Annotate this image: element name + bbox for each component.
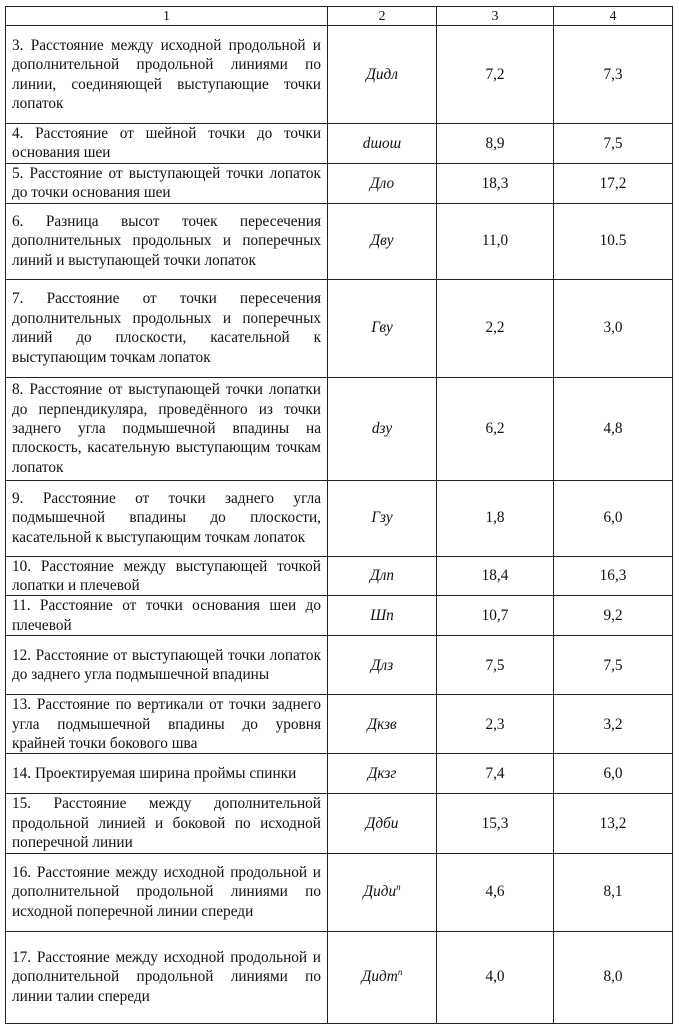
measurement-description: 15. Расстояние между дополнительной продольной линией и боковой по исходной поперечной линии	[6, 794, 328, 853]
value-col-4: 6,0	[554, 480, 673, 556]
value-col-4: 10.5	[554, 203, 673, 279]
measurement-symbol-cell	[328, 754, 437, 794]
measurement-symbol: Дидл	[366, 66, 398, 83]
measurement-symbol-cell	[328, 203, 437, 279]
value-col-3: 7,5	[437, 636, 554, 695]
table-row	[6, 203, 673, 279]
measurement-symbol: Дло	[370, 175, 394, 192]
value-col-4: 9,2	[554, 596, 673, 636]
value-col-4: 7,3	[554, 26, 673, 124]
value-col-4: 3,2	[554, 695, 673, 754]
header-row	[6, 7, 673, 26]
header-col-2: 2	[328, 7, 437, 26]
measurement-symbol: Гзу	[371, 509, 392, 526]
measurement-symbol: dшош	[363, 135, 401, 152]
measurement-description: 6. Разница высот точек пересечения дополнительных продольных и поперечных линий и выступающей точки лопаток	[6, 203, 328, 279]
table-row	[6, 596, 673, 636]
value-col-3: 8,9	[437, 124, 554, 164]
measurement-symbol: Шп	[370, 607, 394, 624]
value-col-3: 1,8	[437, 480, 554, 556]
measurement-symbol: Диди	[363, 883, 396, 900]
measurement-symbol-superscript: п	[398, 967, 403, 977]
measurements-table	[5, 6, 673, 1024]
measurement-symbol-cell	[328, 695, 437, 754]
measurement-symbol: Дкзв	[367, 716, 396, 733]
value-col-3: 2,3	[437, 695, 554, 754]
measurement-symbol-cell	[328, 163, 437, 203]
measurement-symbol: Ддби	[366, 815, 399, 832]
measurement-description: 16. Расстояние между исходной продольной и дополнительной продольной линиями по исходной поперечной линии спереди	[6, 853, 328, 931]
measurement-description: 4. Расстояние от шейной точки до точки основания шеи	[6, 124, 328, 164]
measurement-symbol: Дву	[370, 232, 393, 249]
measurement-symbol: Длз	[371, 657, 394, 674]
value-col-4: 16,3	[554, 556, 673, 596]
value-col-4: 17,2	[554, 163, 673, 203]
table-row	[6, 124, 673, 164]
header-col-3: 3	[437, 7, 554, 26]
measurement-symbol-cell	[328, 377, 437, 480]
measurement-symbol-cell	[328, 556, 437, 596]
measurement-description: 12. Расстояние от выступающей точки лопаток до заднего угла подмышечной впадины	[6, 636, 328, 695]
value-col-3: 7,2	[437, 26, 554, 124]
value-col-3: 6,2	[437, 377, 554, 480]
table-row	[6, 556, 673, 596]
value-col-3: 10,7	[437, 596, 554, 636]
table-row	[6, 377, 673, 480]
measurement-description: 14. Проектируемая ширина проймы спинки	[6, 754, 328, 794]
table-row	[6, 754, 673, 794]
value-col-3: 7,4	[437, 754, 554, 794]
measurement-symbol-cell	[328, 480, 437, 556]
measurement-symbol: Дкзг	[368, 765, 397, 782]
table-row	[6, 163, 673, 203]
measurement-symbol-cell	[328, 124, 437, 164]
value-col-3: 18,3	[437, 163, 554, 203]
table-row	[6, 931, 673, 1023]
measurement-description: 3. Расстояние между исходной продольной и дополнительной продольной линиями по линии, соединяющей выступающие точки лопаток	[6, 26, 328, 124]
measurement-description: 7. Расстояние от точки пересечения дополнительных продольных и поперечных линий до плоскости, касательной к выступающим точкам лопаток	[6, 279, 328, 377]
measurement-description: 11. Расстояние от точки основания шеи до плечевой	[6, 596, 328, 636]
measurement-symbol: dзу	[372, 420, 392, 437]
table-row	[6, 480, 673, 556]
value-col-3: 4,0	[437, 931, 554, 1023]
value-col-4: 7,5	[554, 636, 673, 695]
value-col-3: 18,4	[437, 556, 554, 596]
measurement-description: 9. Расстояние от точки заднего угла подмышечной впадины до плоскости, касательной к выступающим точкам лопаток	[6, 480, 328, 556]
value-col-4: 7,5	[554, 124, 673, 164]
measurement-symbol: Гву	[371, 319, 393, 336]
measurement-symbol-cell	[328, 636, 437, 695]
table-row	[6, 636, 673, 695]
measurement-description: 10. Расстояние между выступающей точкой лопатки и плечевой	[6, 556, 328, 596]
measurement-description: 13. Расстояние по вертикали от точки заднего угла подмышечной впадины до уровня крайней точки бокового шва	[6, 695, 328, 754]
measurement-symbol-cell	[328, 279, 437, 377]
table-row	[6, 279, 673, 377]
table-row	[6, 794, 673, 853]
measurement-symbol-cell	[328, 853, 437, 931]
measurement-symbol-cell	[328, 794, 437, 853]
value-col-4: 8,0	[554, 931, 673, 1023]
table-body	[6, 26, 673, 1024]
measurement-symbol: Длп	[370, 567, 394, 584]
header-col-1: 1	[6, 7, 328, 26]
table-row	[6, 853, 673, 931]
measurement-symbol: Дидт	[362, 968, 398, 985]
measurement-description: 17. Расстояние между исходной продольной и дополнительной продольной линиями по линии талии спереди	[6, 931, 328, 1023]
header-col-4: 4	[554, 7, 673, 26]
value-col-4: 8,1	[554, 853, 673, 931]
value-col-3: 2,2	[437, 279, 554, 377]
value-col-3: 15,3	[437, 794, 554, 853]
measurement-symbol-cell	[328, 26, 437, 124]
value-col-4: 6,0	[554, 754, 673, 794]
measurement-description: 8. Расстояние от выступающей точки лопатки до перпендикуляра, проведённого из точки заднего угла подмышечной впадины на плоскость, касательную выступающим точкам лопаток	[6, 377, 328, 480]
value-col-4: 13,2	[554, 794, 673, 853]
value-col-3: 4,6	[437, 853, 554, 931]
table-row	[6, 26, 673, 124]
value-col-4: 3,0	[554, 279, 673, 377]
value-col-4: 4,8	[554, 377, 673, 480]
value-col-3: 11,0	[437, 203, 554, 279]
measurement-description: 5. Расстояние от выступающей точки лопаток до точки основания шеи	[6, 163, 328, 203]
measurement-symbol-cell	[328, 596, 437, 636]
measurement-symbol-cell	[328, 931, 437, 1023]
measurement-symbol-superscript: п	[396, 882, 401, 892]
table-row	[6, 695, 673, 754]
